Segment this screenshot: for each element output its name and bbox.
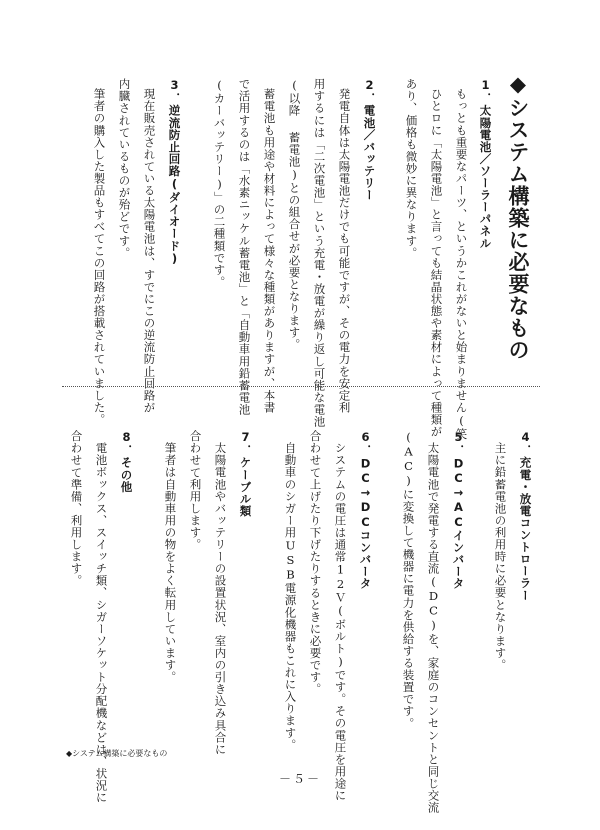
section-2-line-3: (以降 蓄電池)との組合せが必要となります。 xyxy=(287,78,302,351)
section-2-line-6: (カーバッテリー)」の二種類です。 xyxy=(212,78,227,288)
section-4-line-1: 主に鉛蓄電池の利用時に必要となります。 xyxy=(493,442,508,671)
section-2-line-1: 発電自体は太陽電池だけでも可能ですが、その電力を安定利 xyxy=(337,88,352,414)
section-5-line-1: 太陽電池で発電する直流(DC)を、家庭のコンセントと同じ交流 xyxy=(426,442,441,814)
section-3-line-3: 筆者の購入した製品もすべてこの回路が搭載されていました。 xyxy=(92,88,107,426)
section-7-line-3: 筆者は自動車用の物をよく転用しています。 xyxy=(163,442,178,683)
section-7-line-2: 合わせて利用します。 xyxy=(188,430,203,551)
section-heading-3: 3．逆流防止回路(ダイオード) xyxy=(167,78,182,267)
section-3-line-2: 内臓されているものが殆どです。 xyxy=(117,78,132,259)
section-2-line-2: 用するには「二次電池」という充電・放電が繰り返し可能な電池 xyxy=(312,78,327,428)
section-1-line-3: あり、価格も微妙に異なります。 xyxy=(404,78,419,259)
section-7-line-1: 太陽電池やバッテリーの設置状況、室内の引き込み具合に xyxy=(213,442,228,756)
page-title: ◆システム構築に必要なもの xyxy=(506,72,530,361)
section-8-line-1: 電池ボックス、スイッチ類、シガーソケット分配機などは、状況に xyxy=(94,442,109,804)
section-2-line-5: で活用するのは「水素ニッケル蓄電池」と「自動車用鉛蓄電池 xyxy=(237,78,252,416)
section-6-line-1: システムの電圧は通常12Ｖ(ボルト)です。その電圧を用途に xyxy=(333,442,348,802)
section-8-line-2: 合わせて準備、利用します。 xyxy=(69,430,84,587)
footer-running-title: ◆システム構築に必要なもの xyxy=(66,749,168,758)
section-heading-7: 7．ケーブル類 xyxy=(238,430,253,517)
section-heading-8: 8．その他 xyxy=(119,430,134,493)
section-heading-2: 2．電池／バッテリー xyxy=(362,78,377,201)
section-1-line-2: ひとロに「太陽電池」と言っても結晶状態や素材によって種類が xyxy=(429,88,444,438)
section-6-line-3: 自動車のシガー用USB電源化機器もこれに入ります。 xyxy=(283,442,298,751)
section-heading-5: 5．DC→ACインバータ xyxy=(451,430,466,590)
section-heading-6: 6．DC→DCコンバータ xyxy=(358,430,373,590)
section-6-line-2: 合わせて上げたり下げたりするときに必要です。 xyxy=(308,430,323,696)
section-divider xyxy=(62,386,540,387)
section-heading-1: 1．太陽電池／ソーラーパネル xyxy=(478,78,493,250)
section-1-line-1: もっとも重要なパーツ、というかこれがないと始まりません(笑 xyxy=(454,88,469,440)
section-3-line-1: 現在販売されている太陽電池は、すでにこの逆流防止回路が xyxy=(142,88,157,414)
section-heading-4: 4．充電・放電コントローラー xyxy=(518,430,533,602)
page-number: －５－ xyxy=(278,772,321,786)
section-2-line-4: 蓄電池も用途や材料によって様々な種類がありますが、本書 xyxy=(262,88,277,414)
section-5-line-2: (AC)に変換して機器に電力を供給する装置です。 xyxy=(401,430,416,730)
